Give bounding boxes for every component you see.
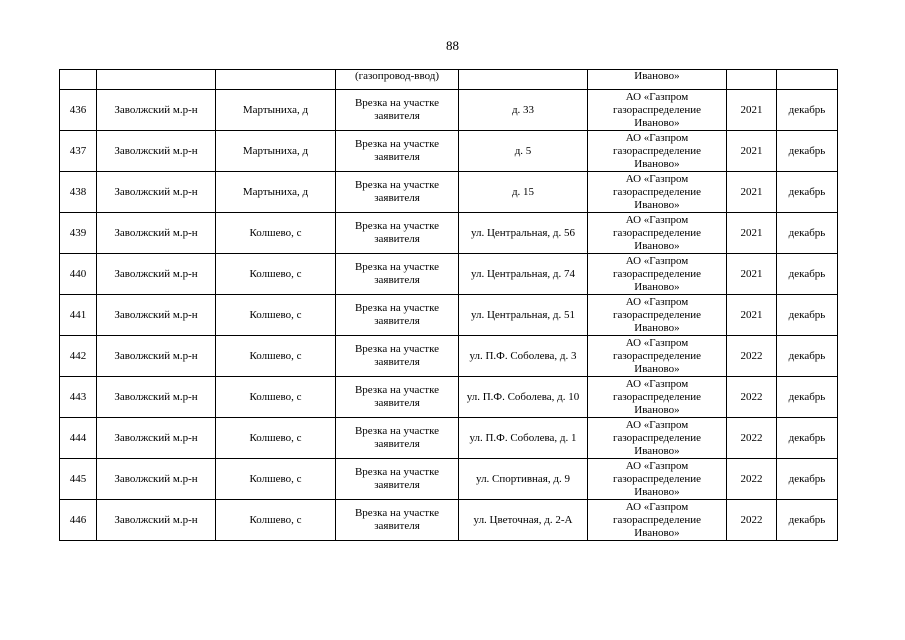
table-row xyxy=(60,131,838,172)
cell-district: Заволжский м.р-н xyxy=(97,377,216,418)
cell-year: 2022 xyxy=(727,336,777,377)
cell-month xyxy=(777,70,838,90)
cell-locality: Колшево, с xyxy=(216,295,336,336)
table-row xyxy=(60,459,838,500)
cell-number: 437 xyxy=(60,131,97,172)
table-row xyxy=(60,336,838,377)
cell-number: 446 xyxy=(60,500,97,541)
table-row xyxy=(60,500,838,541)
cell-month: декабрь xyxy=(777,131,838,172)
table-row xyxy=(60,213,838,254)
table-row xyxy=(60,254,838,295)
cell-month: декабрь xyxy=(777,500,838,541)
cell-year: 2021 xyxy=(727,295,777,336)
cell-address: д. 33 xyxy=(459,90,588,131)
cell-year: 2021 xyxy=(727,131,777,172)
cell-address xyxy=(459,70,588,90)
cell-address: ул. Спортивная, д. 9 xyxy=(459,459,588,500)
cell-district: Заволжский м.р-н xyxy=(97,254,216,295)
table-row xyxy=(60,295,838,336)
cell-number: 443 xyxy=(60,377,97,418)
cell-organization: АО «Газпром газораспределение Иваново» xyxy=(588,459,727,500)
cell-work-type: Врезка на участке заявителя xyxy=(336,500,459,541)
cell-number: 442 xyxy=(60,336,97,377)
cell-district: Заволжский м.р-н xyxy=(97,418,216,459)
cell-year: 2021 xyxy=(727,213,777,254)
cell-number: 441 xyxy=(60,295,97,336)
cell-district: Заволжский м.р-н xyxy=(97,90,216,131)
cell-organization: АО «Газпром газораспределение Иваново» xyxy=(588,254,727,295)
cell-address: ул. Центральная, д. 51 xyxy=(459,295,588,336)
cell-year: 2021 xyxy=(727,254,777,295)
cell-work-type: Врезка на участке заявителя xyxy=(336,213,459,254)
cell-work-type: Врезка на участке заявителя xyxy=(336,254,459,295)
cell-address: д. 15 xyxy=(459,172,588,213)
cell-organization: АО «Газпром газораспределение Иваново» xyxy=(588,172,727,213)
cell-month: декабрь xyxy=(777,459,838,500)
cell-locality xyxy=(216,70,336,90)
continuation-row xyxy=(60,70,838,90)
cell-number: 444 xyxy=(60,418,97,459)
cell-month: декабрь xyxy=(777,295,838,336)
cell-address: ул. П.Ф. Соболева, д. 1 xyxy=(459,418,588,459)
cell-locality: Мартыниха, д xyxy=(216,90,336,131)
cell-organization: АО «Газпром газораспределение Иваново» xyxy=(588,336,727,377)
cell-number: 439 xyxy=(60,213,97,254)
cell-organization: АО «Газпром газораспределение Иваново» xyxy=(588,90,727,131)
cell-address: ул. П.Ф. Соболева, д. 3 xyxy=(459,336,588,377)
cell-locality: Колшево, с xyxy=(216,377,336,418)
cell-number: 438 xyxy=(60,172,97,213)
cell-locality: Колшево, с xyxy=(216,213,336,254)
cell-number: 445 xyxy=(60,459,97,500)
cell-month: декабрь xyxy=(777,213,838,254)
cell-year: 2022 xyxy=(727,500,777,541)
cell-district: Заволжский м.р-н xyxy=(97,295,216,336)
cell-address: ул. Центральная, д. 56 xyxy=(459,213,588,254)
cell-year: 2021 xyxy=(727,90,777,131)
cell-work-type: Врезка на участке заявителя xyxy=(336,377,459,418)
cell-work-type: Врезка на участке заявителя xyxy=(336,459,459,500)
cell-work-type: Врезка на участке заявителя xyxy=(336,131,459,172)
cell-organization: АО «Газпром газораспределение Иваново» xyxy=(588,131,727,172)
cell-locality: Колшево, с xyxy=(216,254,336,295)
cell-month: декабрь xyxy=(777,254,838,295)
cell-district: Заволжский м.р-н xyxy=(97,500,216,541)
cell-district: Заволжский м.р-н xyxy=(97,172,216,213)
table-row xyxy=(60,172,838,213)
cell-number xyxy=(60,70,97,90)
cell-year: 2022 xyxy=(727,418,777,459)
cell-district: Заволжский м.р-н xyxy=(97,336,216,377)
cell-address: ул. Цветочная, д. 2-А xyxy=(459,500,588,541)
cell-locality: Мартыниха, д xyxy=(216,131,336,172)
cell-district xyxy=(97,70,216,90)
gasification-table xyxy=(59,69,838,541)
cell-organization: АО «Газпром газораспределение Иваново» xyxy=(588,377,727,418)
cell-address: д. 5 xyxy=(459,131,588,172)
cell-year xyxy=(727,70,777,90)
cell-number: 440 xyxy=(60,254,97,295)
cell-work-type: Врезка на участке заявителя xyxy=(336,418,459,459)
cell-year: 2021 xyxy=(727,172,777,213)
table-row xyxy=(60,418,838,459)
cell-year: 2022 xyxy=(727,459,777,500)
cell-month: декабрь xyxy=(777,336,838,377)
page-number: 88 xyxy=(446,38,459,53)
cell-locality: Колшево, с xyxy=(216,459,336,500)
cell-work-type: Врезка на участке заявителя xyxy=(336,172,459,213)
cell-month: декабрь xyxy=(777,377,838,418)
cell-work-type: Врезка на участке заявителя xyxy=(336,90,459,131)
cell-district: Заволжский м.р-н xyxy=(97,459,216,500)
cell-locality: Мартыниха, д xyxy=(216,172,336,213)
cell-locality: Колшево, с xyxy=(216,500,336,541)
cell-work-type: Врезка на участке заявителя xyxy=(336,295,459,336)
table-row xyxy=(60,90,838,131)
cell-locality: Колшево, с xyxy=(216,336,336,377)
cell-organization: АО «Газпром газораспределение Иваново» xyxy=(588,213,727,254)
cell-month: декабрь xyxy=(777,90,838,131)
cell-address: ул. П.Ф. Соболева, д. 10 xyxy=(459,377,588,418)
cell-locality: Колшево, с xyxy=(216,418,336,459)
cell-month: декабрь xyxy=(777,418,838,459)
cell-address: ул. Центральная, д. 74 xyxy=(459,254,588,295)
cell-month: декабрь xyxy=(777,172,838,213)
cell-number: 436 xyxy=(60,90,97,131)
cell-organization: АО «Газпром газораспределение Иваново» xyxy=(588,418,727,459)
table-row xyxy=(60,377,838,418)
cell-organization: Иваново» xyxy=(588,70,727,90)
cell-organization: АО «Газпром газораспределение Иваново» xyxy=(588,295,727,336)
cell-district: Заволжский м.р-н xyxy=(97,131,216,172)
cell-district: Заволжский м.р-н xyxy=(97,213,216,254)
cell-work-type: (газопровод-ввод) xyxy=(336,70,459,90)
cell-work-type: Врезка на участке заявителя xyxy=(336,336,459,377)
cell-organization: АО «Газпром газораспределение Иваново» xyxy=(588,500,727,541)
cell-year: 2022 xyxy=(727,377,777,418)
